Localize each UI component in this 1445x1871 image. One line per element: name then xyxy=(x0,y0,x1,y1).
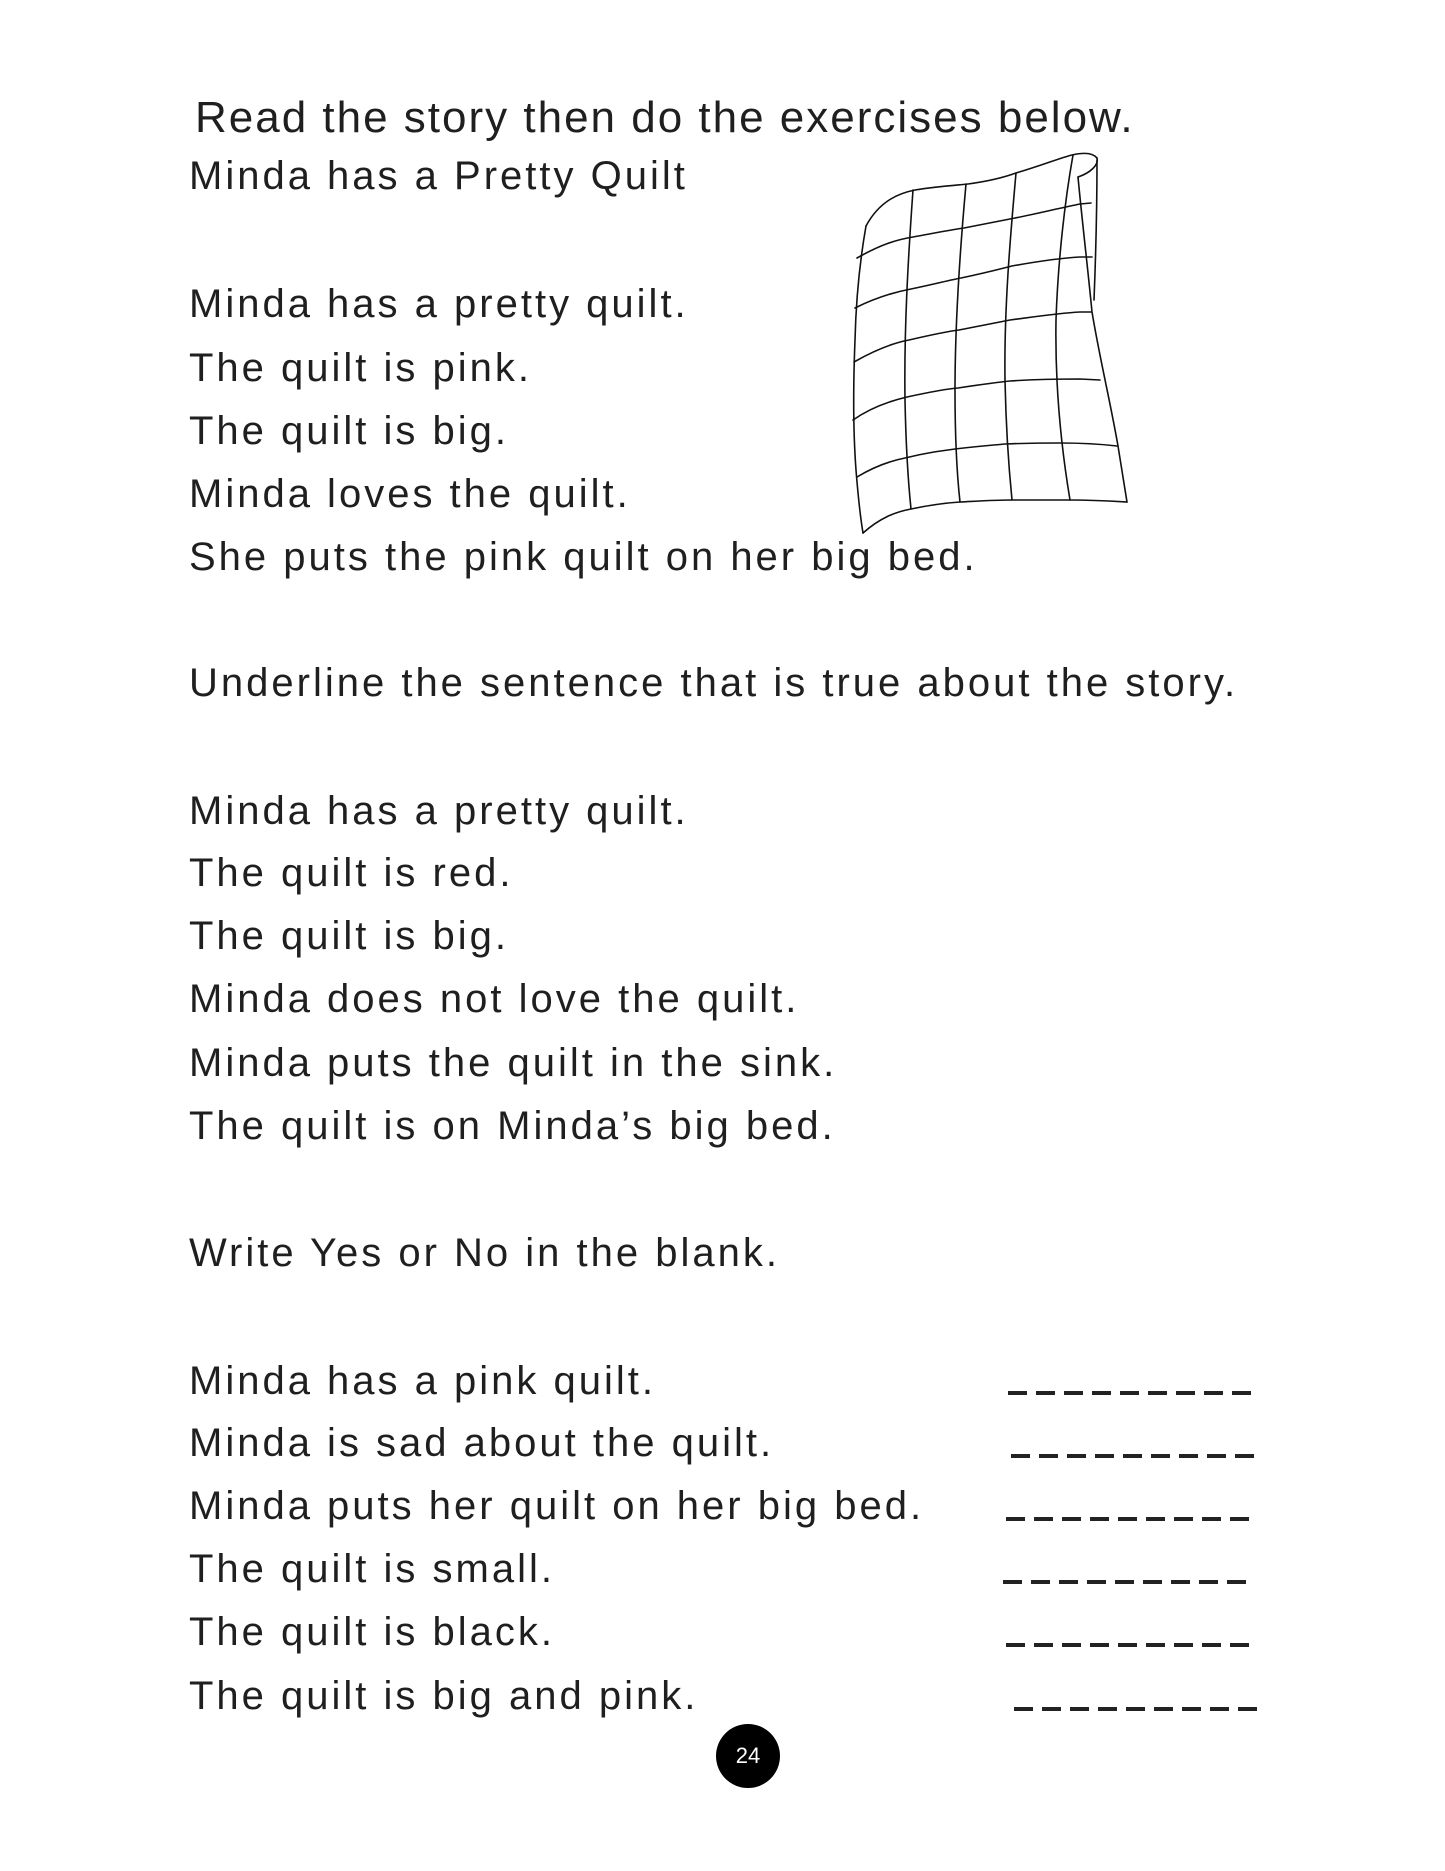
underline-option[interactable]: Minda has a pretty quilt. xyxy=(189,789,689,833)
answer-blank[interactable] xyxy=(1008,1391,1251,1395)
exercise-instruction: Underline the sentence that is true about the story. xyxy=(189,661,1239,705)
answer-blank[interactable] xyxy=(1003,1580,1246,1584)
story-line: Minda loves the quilt. xyxy=(189,472,631,516)
page-number-badge: 24 xyxy=(716,1724,780,1788)
yes-no-sentence: Minda puts her quilt on her big bed. xyxy=(189,1484,925,1528)
underline-option[interactable]: The quilt is big. xyxy=(189,914,510,958)
quilt-icon xyxy=(840,140,1140,550)
answer-blank[interactable] xyxy=(1014,1707,1257,1711)
story-line: She puts the pink quilt on her big bed. xyxy=(189,535,978,579)
underline-option[interactable]: The quilt is on Minda’s big bed. xyxy=(189,1104,836,1148)
underline-option[interactable]: Minda puts the quilt in the sink. xyxy=(189,1041,838,1085)
yes-no-sentence: Minda is sad about the quilt. xyxy=(189,1421,775,1465)
yes-no-sentence: The quilt is small. xyxy=(189,1547,555,1591)
underline-option[interactable]: The quilt is red. xyxy=(189,851,514,895)
exercise-instruction: Write Yes or No in the blank. xyxy=(189,1231,780,1275)
story-line: The quilt is pink. xyxy=(189,346,533,390)
yes-no-sentence: The quilt is black. xyxy=(189,1610,556,1654)
story-line: Minda has a pretty quilt. xyxy=(189,282,689,326)
story-line: The quilt is big. xyxy=(189,409,510,453)
answer-blank[interactable] xyxy=(1006,1643,1249,1647)
answer-blank[interactable] xyxy=(1006,1517,1249,1521)
yes-no-sentence: Minda has a pink quilt. xyxy=(189,1359,657,1403)
answer-blank[interactable] xyxy=(1011,1454,1254,1458)
underline-option[interactable]: Minda does not love the quilt. xyxy=(189,977,800,1021)
instruction-heading: Read the story then do the exercises below. xyxy=(195,93,1135,142)
story-title: Minda has a Pretty Quilt xyxy=(189,154,688,198)
yes-no-sentence: The quilt is big and pink. xyxy=(189,1674,699,1718)
